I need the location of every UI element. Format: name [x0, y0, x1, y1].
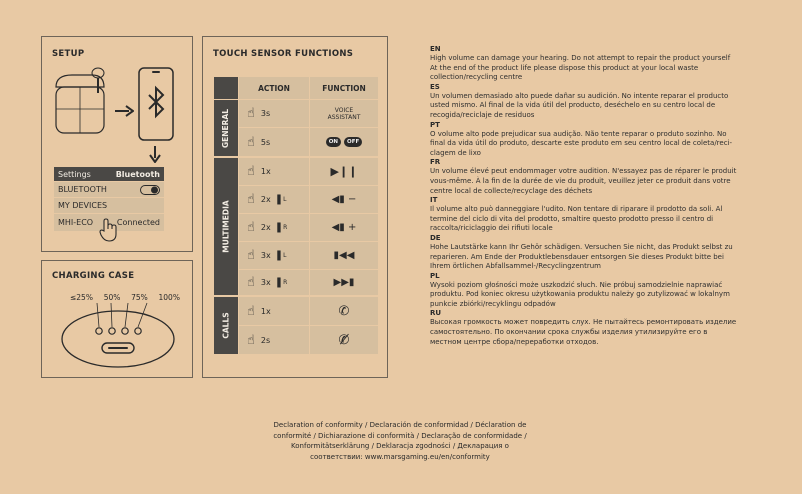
table-row: ☝ 1x: [239, 297, 309, 325]
warning-line: reparieren. Am Ende der Produktlebensdauer entsorgen Sie dieses Produkt bitte bei: [430, 252, 724, 261]
hand-tap-icon: ☝: [247, 134, 255, 150]
warning-line: Wysoki poziom głośności może uszkodzić słuch. Nie próbuj samodzielnie naprawiać: [430, 280, 723, 289]
earbud-right-icon: ❚: [274, 222, 284, 233]
function-header: FUNCTION: [310, 77, 378, 99]
action-header: ACTION: [239, 77, 309, 99]
hand-tap-icon: ☝: [247, 192, 255, 207]
language-code: PL: [430, 271, 440, 280]
hand-tap-icon: ☝: [247, 164, 255, 179]
table-row: ☝ 5s: [239, 128, 309, 156]
device-name: MHI-ECO: [58, 218, 94, 227]
hand-tap-icon: ☝: [247, 220, 255, 235]
table-row: [310, 214, 378, 241]
warning-line: самостоятельно. По окончании срока службы изделия утилизируйте его в: [430, 328, 708, 337]
table-row: ☝ 2x ❚ L: [239, 186, 309, 213]
table-row: ☝ 1x: [239, 158, 309, 185]
bluetooth-row[interactable]: [54, 182, 164, 197]
my-devices-label: MY DEVICES: [58, 201, 108, 210]
hand-tap-icon: [98, 217, 122, 243]
power-on-badge: ON: [326, 137, 341, 147]
warning-line: Un volume élevé peut endommager votre audition. N'essayez pas de réparer le produit: [430, 167, 737, 176]
previous-track-icon: ▮◀◀: [333, 250, 355, 261]
arrow-right-icon: [114, 105, 134, 117]
warning-line: Hohe Lautstärke kann Ihr Gehör schädigen. Versuchen Sie nicht, das Produkt selbst zu: [430, 242, 733, 251]
language-code: DE: [430, 233, 441, 242]
table-row: [310, 326, 378, 354]
warning-line: vous-même. À la fin de la durée de vie du produit, veuillez jeter ce produit dans votre: [430, 176, 731, 185]
warning-line: punkcie zbiórki/recyklingu odpadów: [430, 299, 556, 308]
language-code: PT: [430, 120, 440, 129]
level-50: 50%: [103, 293, 121, 302]
charging-case-icon: [52, 301, 184, 373]
group-calls: CALLS: [214, 297, 238, 354]
answer-call-icon: ✆: [338, 303, 350, 319]
warning-line: collection/recycling centre: [430, 73, 523, 82]
settings-header: [54, 167, 164, 181]
declaration-of-conformity: [250, 420, 550, 462]
language-code: ES: [430, 82, 440, 91]
earbud-left-icon: ❚: [274, 194, 284, 205]
language-code: EN: [430, 45, 441, 53]
warning-line: High volume can damage your hearing. Do not attempt to repair the product yourself: [430, 54, 731, 62]
level-25: ≤25%: [70, 293, 93, 302]
earbud-left-icon: ❚: [274, 250, 284, 261]
language-code: IT: [430, 196, 438, 205]
conformity-line: conformité / Dichiarazione di conformità / Declaração de conformidade /: [273, 431, 527, 440]
warning-line: termine del ciclo di vita del prodotto, smaltire questo prodotto presso il centro di: [430, 214, 714, 223]
hand-tap-icon: ☝: [247, 332, 255, 348]
my-devices-row[interactable]: [54, 198, 164, 213]
warning-line: centre local de collecte/recyclage des déchets: [430, 186, 593, 195]
earbuds-case-icon: [52, 67, 116, 139]
setup-title: SETUP: [52, 49, 85, 59]
warning-line: Un volumen demasiado alto puede dañar su audición. No intente reparar el producto: [430, 91, 729, 100]
table-header-spacer: [214, 77, 238, 99]
hand-tap-icon: ☝: [247, 248, 255, 263]
bluetooth-label: Bluetooth: [115, 169, 160, 179]
table-row: ☝ 3x ❚ R: [239, 270, 309, 295]
warning-line: Ihrem örtlichen Abfallsammel-/Recyclingzentrum: [430, 262, 601, 271]
touch-sensor-title: TOUCH SENSOR FUNCTIONS: [213, 49, 354, 59]
language-code: FR: [430, 158, 441, 167]
table-row: [310, 270, 378, 295]
phone-bluetooth-icon: [138, 67, 174, 141]
hand-tap-icon: ☝: [247, 303, 255, 319]
bluetooth-row-label: BLUETOOTH: [58, 185, 107, 194]
play-pause-icon: ▶❙❙: [330, 165, 358, 178]
power-off-badge: OFF: [344, 137, 362, 147]
warning-line: Высокая громкость может повредить слух. Не пытайтесь ремонтировать изделие: [430, 318, 737, 327]
table-row: ☝ 2s: [239, 326, 309, 354]
group-general: GENERAL: [214, 100, 238, 156]
hand-tap-icon: ☝: [247, 106, 255, 121]
table-row: [310, 297, 378, 325]
touch-sensor-panel: [202, 36, 388, 378]
conformity-line: Declaration of conformity / Declaración de conformidad / Déclaration de: [273, 421, 527, 429]
table-row: [310, 186, 378, 213]
warning-line: местном центре сбора/переработки отходов.: [430, 337, 599, 346]
voice-assistant-label: VOICE ASSISTANT: [327, 106, 361, 121]
volume-up-icon: ◀▮ +: [331, 222, 357, 233]
warning-line: final da vida útil do produto, descarte este produto em seu centro local de coleta/reci-: [430, 139, 733, 148]
toggle-icon[interactable]: [140, 185, 160, 195]
earbud-right-icon: ❚: [274, 277, 284, 288]
reject-call-icon: ✆̸: [338, 332, 350, 348]
settings-label: Settings: [58, 169, 91, 179]
arrow-down-icon: [149, 145, 161, 163]
charging-case-panel: [41, 260, 193, 378]
conformity-line: Konformitätserklärung / Deklaracja zgodności / Декларация о: [291, 442, 509, 450]
warning-line: produktu. Pod koniec okresu użytkowania produktu należy go zutylizować w lokalnym: [430, 290, 730, 299]
volume-down-icon: ◀▮ −: [331, 194, 357, 205]
level-75: 75%: [131, 293, 148, 302]
conformity-link[interactable]: соответствии: www.marsgaming.eu/en/conformity: [310, 452, 490, 461]
connection-status: Connected: [116, 218, 160, 227]
warning-line: usted mismo. Al final de la vida útil del producto, deséchelo en su centro local de: [430, 101, 716, 110]
safety-warnings: [430, 45, 770, 347]
warning-line: O volume alto pode prejudicar sua audição. Não tente reparar o produto sozinho. No: [430, 129, 727, 138]
hand-tap-icon: ☝: [247, 275, 255, 290]
group-multimedia: MULTIMEDIA: [214, 158, 238, 295]
table-row: [310, 242, 378, 269]
table-row: [310, 100, 378, 127]
table-row: [310, 128, 378, 156]
next-track-icon: ▶▶▮: [333, 277, 355, 288]
warning-line: At the end of the product life please dispose this product at your local waste: [430, 63, 699, 72]
table-row: ☝ 3x ❚ L: [239, 242, 309, 269]
table-row: ☝ 2x ❚ R: [239, 214, 309, 241]
level-100: 100%: [158, 293, 180, 302]
warning-line: clagem de lixo: [430, 148, 481, 157]
warning-line: Il volume alto può danneggiare l'udito. Non tentare di riparare il prodotto da soli. Al: [430, 205, 723, 214]
language-code: RU: [430, 309, 442, 318]
table-row: [310, 158, 378, 185]
warning-line: raccolta/riciclaggio dei rifiuti locale: [430, 224, 553, 233]
warning-line: recogida/reciclaje de residuos: [430, 110, 535, 119]
table-row: ☝ 3s: [239, 100, 309, 127]
setup-panel: [41, 36, 193, 252]
charging-case-title: CHARGING CASE: [52, 271, 135, 281]
